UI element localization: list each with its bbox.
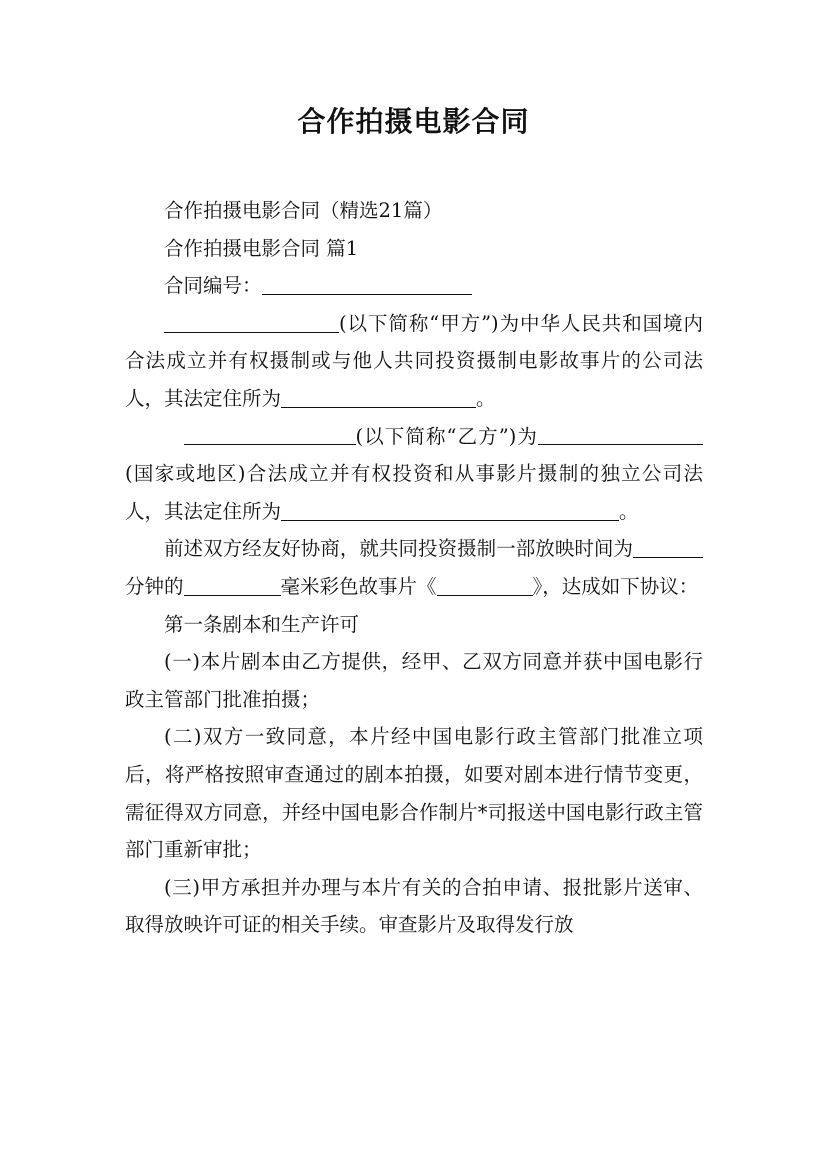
article-1-heading — [125, 606, 703, 644]
party-a-name-blank — [164, 311, 339, 332]
agreement-intro-paragraph — [125, 530, 703, 605]
document-body — [125, 192, 703, 944]
duration-blank — [633, 537, 703, 558]
party-b-country-blank — [538, 424, 703, 445]
agreement-intro-d: 》，达成如下协议： — [532, 574, 699, 598]
film-gauge-blank — [184, 574, 281, 595]
agreement-intro-b: 分钟的 — [125, 574, 184, 598]
subtitle-text: 合作拍摄电影合同（精选21篇） — [164, 199, 443, 222]
contract-number-line — [125, 267, 703, 305]
party-a-text: (以下简称“甲方”)为中华人民共和国境内合法成立并有权摄制或与他人共同投资摄制电影故事片的公司法人，其法定住所为 — [125, 311, 703, 410]
party-a-end: 。 — [476, 386, 496, 410]
contract-number-label: 合同编号： — [164, 274, 262, 298]
party-b-name-blank — [184, 424, 356, 445]
clause-3-text: (三)甲方承担并办理与本片有关的合拍申请、报批影片送审、取得放映许可证的相关手续。审查影片及取得发行放 — [125, 875, 703, 937]
clause-2-text: (二)双方一致同意，本片经中国电影行政主管部门批准立项后，将严格按照审查通过的剧本拍摄，如要对剧本进行情节变更，需征得双方同意，并经中国电影合作制片*司报送中国电影行政主管部门重新审批； — [125, 725, 703, 862]
section-heading — [125, 230, 703, 268]
article-1-heading-text: 第一条剧本和生产许可 — [164, 612, 360, 636]
party-b-text-2: (国家或地区)合法成立并有权投资和从事影片摄制的独立公司法人，其法定住所为 — [125, 462, 703, 523]
party-b-text-1: (以下简称“乙方”)为 — [355, 424, 538, 448]
party-b-address-blank — [281, 499, 619, 520]
article-1-clause-1 — [125, 643, 703, 718]
party-a-paragraph — [125, 305, 703, 418]
agreement-intro-a: 前述双方经友好协商，就共同投资摄制一部放映时间为 — [164, 537, 633, 561]
section-heading-text: 合作拍摄电影合同 篇1 — [164, 236, 359, 260]
subtitle-line — [125, 192, 703, 230]
document-title: 合作拍摄电影合同 — [297, 105, 530, 138]
film-title-blank — [437, 574, 533, 595]
contract-number-blank — [262, 274, 472, 295]
clause-1-text: (一)本片剧本由乙方提供，经甲、乙双方同意并获中国电影行政主管部门批准拍摄； — [125, 650, 703, 711]
party-a-address-blank — [281, 386, 476, 407]
party-b-paragraph — [125, 418, 703, 531]
article-1-clause-3 — [125, 869, 703, 944]
agreement-intro-c: 毫米彩色故事片《 — [280, 574, 437, 598]
party-b-end: 。 — [619, 499, 639, 523]
article-1-clause-2 — [125, 718, 703, 868]
